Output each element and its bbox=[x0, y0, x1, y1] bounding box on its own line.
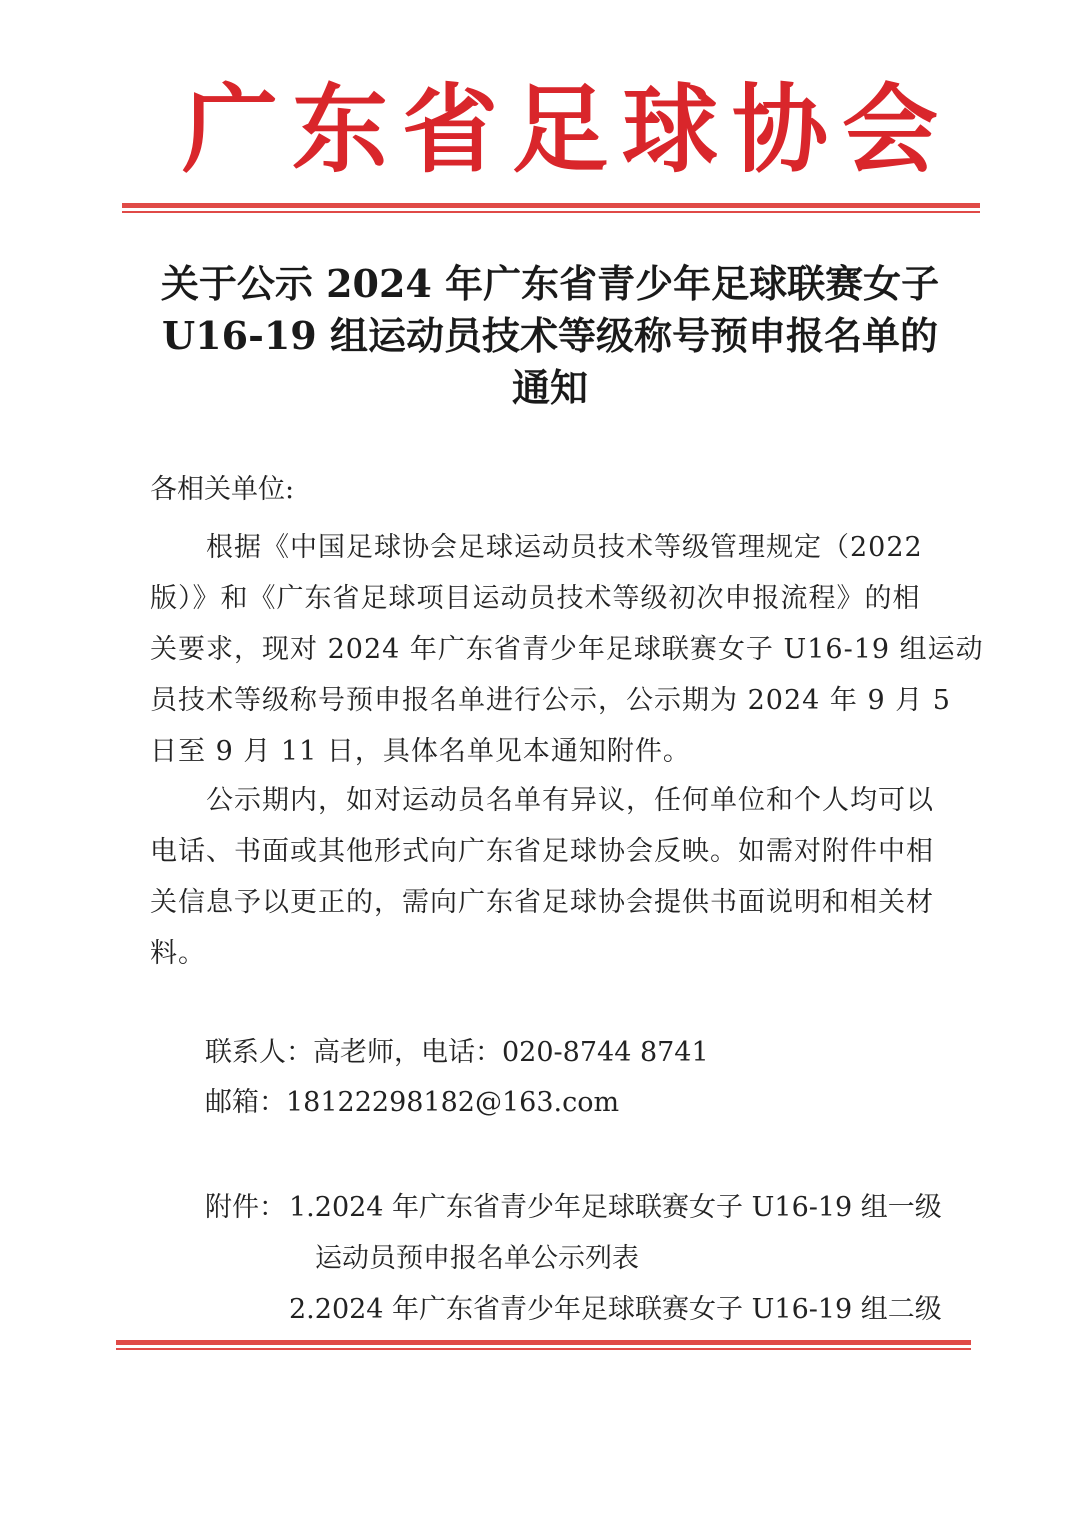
letterhead-char: 东 bbox=[292, 72, 388, 186]
letterhead-org-name bbox=[180, 62, 940, 186]
notice-title-line: 关于公示 2024 年广东省青少年足球联赛女子 bbox=[160, 261, 940, 306]
contact-person-phone: 联系人：高老师，电话：020-8744 8741 bbox=[205, 1037, 709, 1068]
letterhead-char: 球 bbox=[622, 72, 718, 186]
contact-email: 邮箱：18122298182@163.com bbox=[205, 1087, 620, 1118]
paragraph-line: 关要求，现对 2024 年广东省青少年足球联赛女子 U16-19 组运动 bbox=[150, 634, 984, 665]
body-paragraph-2 bbox=[150, 775, 950, 979]
letterhead-char: 省 bbox=[402, 72, 498, 186]
paragraph-line: 根据《中国足球协会足球运动员技术等级管理规定（2022 bbox=[150, 532, 923, 563]
attachments-list bbox=[205, 1182, 965, 1335]
notice-title-line: U16-19 组运动员技术等级称号预申报名单的 bbox=[162, 313, 938, 358]
salutation: 各相关单位: bbox=[150, 474, 295, 505]
paragraph-line: 料。 bbox=[150, 938, 206, 969]
paragraph-line: 电话、书面或其他形式向广东省足球协会反映。如需对附件中相 bbox=[150, 836, 934, 867]
letterhead-bottom-rule bbox=[116, 1340, 971, 1350]
attachment-item-1 bbox=[205, 1182, 965, 1233]
letterhead-char: 足 bbox=[512, 72, 608, 186]
body-paragraph-1 bbox=[150, 522, 984, 777]
paragraph-line: 日至 9 月 11 日，具体名单见本通知附件。 bbox=[150, 736, 691, 767]
paragraph-line: 员技术等级称号预申报名单进行公示，公示期为 2024 年 9 月 5 bbox=[150, 685, 951, 716]
attachments-label: 附件： bbox=[205, 1192, 286, 1223]
attachment-item-2-line-1: 2.2024 年广东省青少年足球联赛女子 U16-19 组二级 bbox=[289, 1294, 942, 1325]
notice-title-line: 通知 bbox=[511, 365, 588, 410]
attachment-item-1-line-2: 运动员预申报名单公示列表 bbox=[315, 1243, 639, 1274]
letterhead-top-rule bbox=[122, 203, 980, 213]
paragraph-line: 版）》和《广东省足球项目运动员技术等级初次申报流程》的相 bbox=[150, 583, 921, 614]
notice-title bbox=[150, 258, 950, 414]
paragraph-line: 关信息予以更正的，需向广东省足球协会提供书面说明和相关材 bbox=[150, 887, 934, 918]
letterhead-char: 会 bbox=[842, 72, 938, 186]
letterhead-char: 协 bbox=[732, 72, 828, 186]
paragraph-line: 公示期内，如对运动员名单有异议，任何单位和个人均可以 bbox=[150, 785, 934, 816]
attachment-item-1-line-1: 1.2024 年广东省青少年足球联赛女子 U16-19 组一级 bbox=[289, 1192, 942, 1223]
letterhead-char: 广 bbox=[182, 72, 278, 186]
